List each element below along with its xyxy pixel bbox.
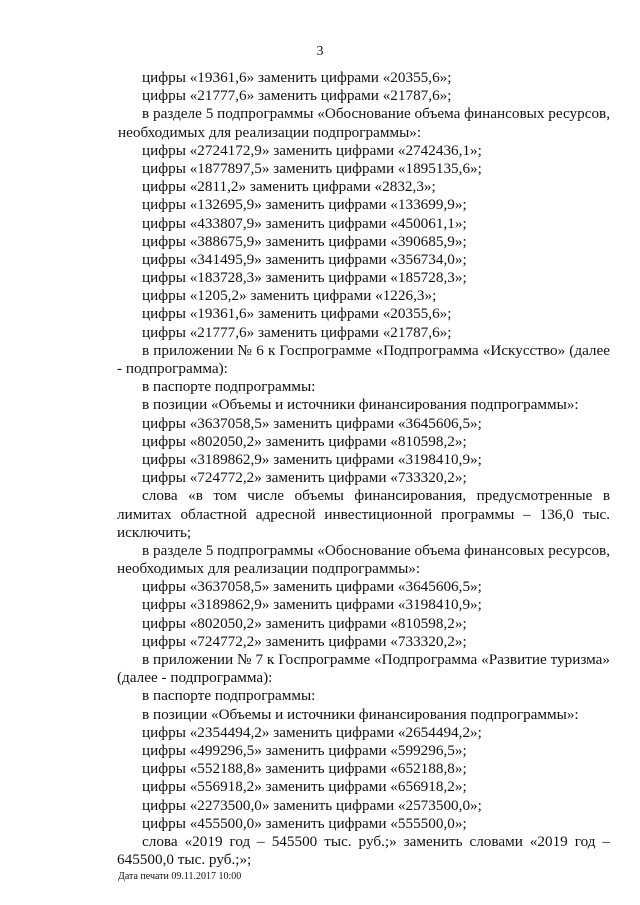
text-line: цифры «183728,3» заменить цифрами «185728,3»; xyxy=(142,269,467,287)
text-line: цифры «19361,6» заменить цифрами «20355,6»; xyxy=(142,69,452,86)
text-line: цифры «2724172,9» заменить цифрами «2742436,1»; xyxy=(142,141,482,159)
text-line: цифры «3637058,5» заменить цифрами «3645606,5»; xyxy=(142,578,482,596)
text-line: слова «в том числе объемы финансирования, предусмотренные в xyxy=(142,487,610,505)
text-line: цифры «21777,6» заменить цифрами «21787,6»; xyxy=(142,323,452,341)
text-line: цифры «433807,9» заменить цифрами «450061,1»; xyxy=(142,214,467,232)
text-line: (далее - подпрограмма): xyxy=(117,669,273,687)
text-line: в паспорте подпрограммы: xyxy=(142,378,316,396)
text-line: в позиции «Объемы и источники финансирования подпрограммы»: xyxy=(142,705,579,723)
text-line: в позиции «Объемы и источники финансирования подпрограммы»: xyxy=(142,396,579,414)
text-line: необходимых для реализации подпрограммы»: xyxy=(117,560,421,578)
text-line: цифры «21777,6» заменить цифрами «21787,6»; xyxy=(142,87,452,105)
text-line: исключить; xyxy=(117,523,192,541)
text-line: цифры «1205,2» заменить цифрами «1226,3»; xyxy=(142,287,437,305)
text-line: цифры «724772,2» заменить цифрами «733320,2»; xyxy=(142,469,467,487)
text-line: цифры «3189862,9» заменить цифрами «3198410,9»; xyxy=(142,450,482,468)
text-line: цифры «19361,6» заменить цифрами «20355,6»; xyxy=(142,305,452,323)
text-line: - подпрограмма): xyxy=(117,360,228,377)
text-line: в разделе 5 подпрограммы «Обоснование объема финансовых ресурсов, xyxy=(142,105,610,123)
text-line: цифры «132695,9» заменить цифрами «133699,9»; xyxy=(142,196,467,214)
text-line: в приложении № 7 к Госпрограмме «Подпрограмма «Развитие туризма» xyxy=(142,651,610,668)
text-line: в разделе 5 подпрограммы «Обоснование объема финансовых ресурсов, xyxy=(142,541,610,559)
text-line: цифры «2273500,0» заменить цифрами «2573500,0»; xyxy=(142,796,482,814)
text-line: цифры «2811,2» заменить цифрами «2832,3»; xyxy=(142,178,436,196)
text-line: цифры «388675,9» заменить цифрами «390685,9»; xyxy=(142,232,467,250)
text-line: в паспорте подпрограммы: xyxy=(142,687,316,705)
text-line: цифры «341495,9» заменить цифрами «356734,0»; xyxy=(142,250,467,268)
text-line: необходимых для реализации подпрограммы»: xyxy=(118,123,422,141)
text-line: цифры «724772,2» заменить цифрами «733320,2»; xyxy=(142,632,467,650)
text-line: цифры «552188,8» заменить цифрами «652188,8»; xyxy=(142,760,467,778)
page-number: 3 xyxy=(316,44,324,59)
text-line: слова «2019 год – 545500 тыс. руб.;» заменить словами «2019 год – xyxy=(142,832,610,850)
text-line: цифры «499296,5» заменить цифрами «599296,5»; xyxy=(142,741,467,759)
text-line: цифры «2354494,2» заменить цифрами «2654494,2»; xyxy=(142,723,482,741)
text-line: цифры «802050,2» заменить цифрами «810598,2»; xyxy=(142,614,467,632)
text-line: 645500,0 тыс. руб.;»; xyxy=(117,851,252,869)
document-body xyxy=(0,69,640,869)
text-line: цифры «3189862,9» заменить цифрами «3198410,9»; xyxy=(142,596,482,614)
text-line: цифры «802050,2» заменить цифрами «810598,2»; xyxy=(142,432,467,450)
print-date: Дата печати 09.11.2017 10:00 xyxy=(118,871,242,882)
text-line: цифры «455500,0» заменить цифрами «555500,0»; xyxy=(142,814,467,832)
text-line: цифры «1877897,5» заменить цифрами «1895135,6»; xyxy=(142,159,482,177)
text-line: в приложении № 6 к Госпрограмме «Подпрограмма «Искусство» (далее xyxy=(142,341,610,359)
text-line: цифры «3637058,5» заменить цифрами «3645606,5»; xyxy=(142,414,482,432)
text-line: цифры «556918,2» заменить цифрами «656918,2»; xyxy=(142,778,467,796)
text-line: лимитах областной адресной инвестиционной программы – 136,0 тыс. xyxy=(117,505,610,523)
